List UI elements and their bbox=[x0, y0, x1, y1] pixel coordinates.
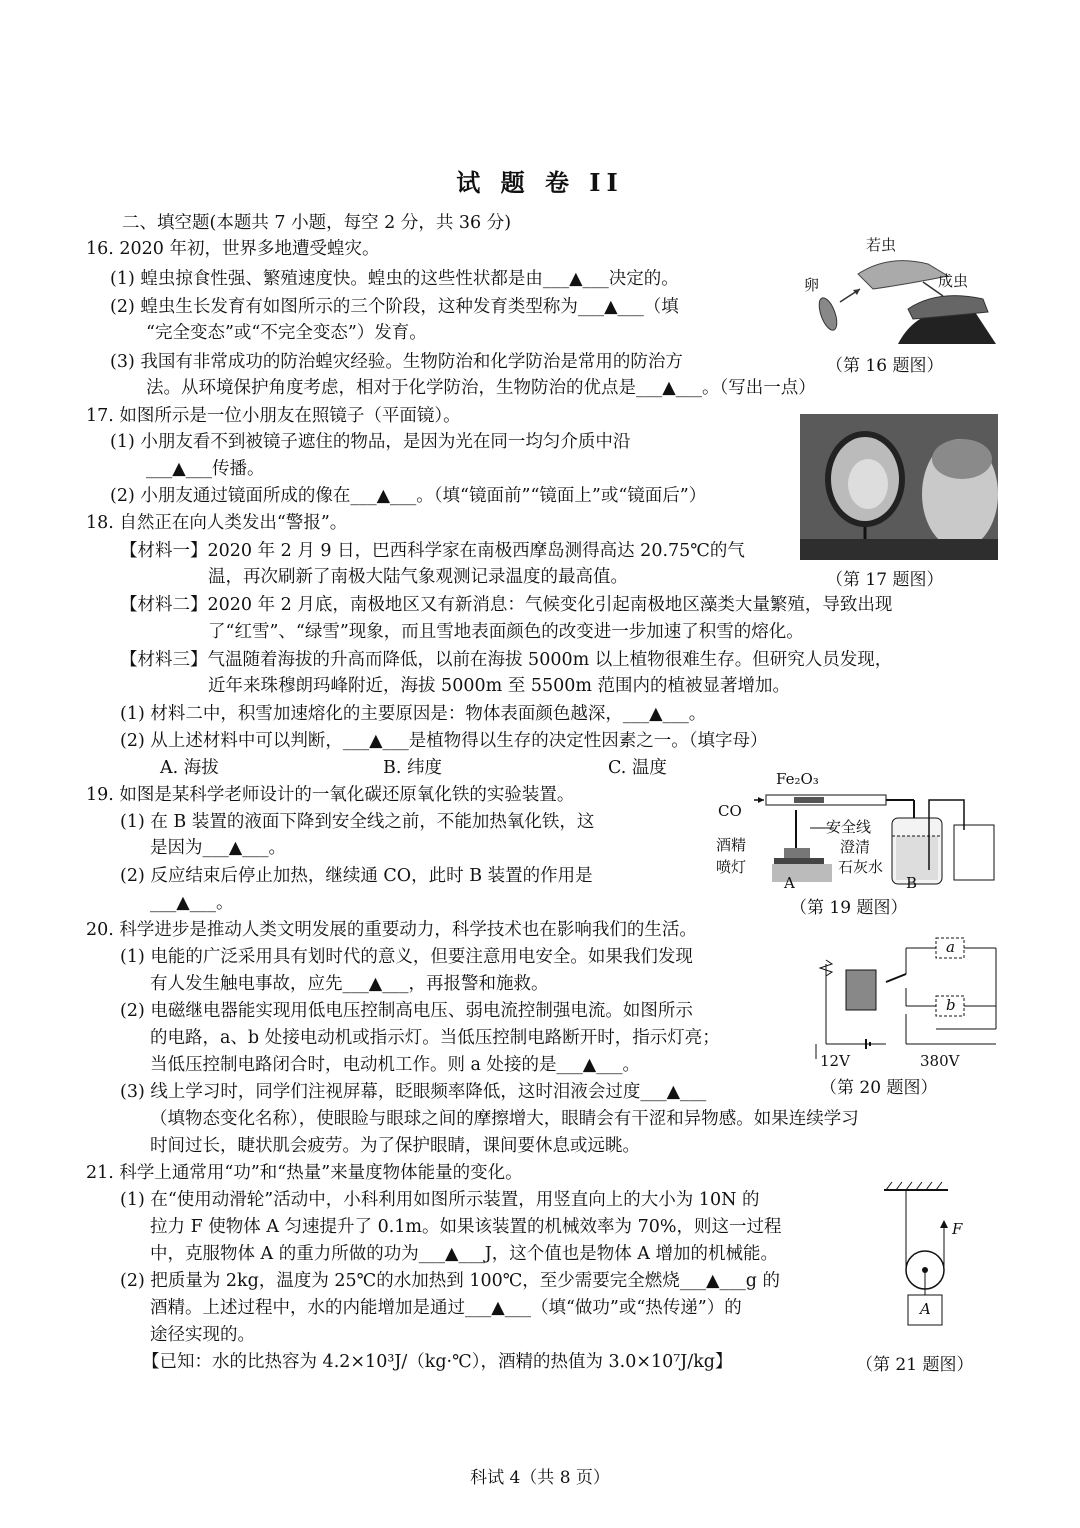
q21-1-cont2: 中，克服物体 A 的重力所做的功为___▲___J，这个值也是物体 A 增加的机械能。 bbox=[150, 1244, 778, 1264]
page-title: 试 题 卷 II bbox=[456, 168, 624, 197]
relay-circuit-diagram bbox=[806, 934, 1006, 1070]
q20-2: (2) 电磁继电器能实现用低电压控制高电压、弱电流控制强电流。如图所示 bbox=[120, 1001, 693, 1021]
q18-material3-cont: 近年来珠穆朗玛峰附近，海拔 5000m 至 5500m 范围内的植被显著增加。 bbox=[208, 676, 791, 696]
co-label: CO bbox=[718, 802, 742, 820]
object-a-label: A bbox=[920, 1300, 931, 1318]
clear-label: 澄清 bbox=[840, 838, 871, 856]
q20-1-cont: 有人发生触电事故，应先___▲___，再报警和施救。 bbox=[150, 974, 549, 994]
q18-option-c: C. 温度 bbox=[608, 758, 667, 778]
q18-option-b: B. 纬度 bbox=[383, 758, 442, 778]
q16-2-cont: “完全变态”或“不完全变态”）发育。 bbox=[146, 323, 427, 343]
alcohol-label: 酒精 bbox=[716, 836, 747, 854]
apparatus-a-label: A bbox=[784, 874, 795, 892]
q21-2-cont2: 途径实现的。 bbox=[150, 1325, 255, 1345]
q19-2: (2) 反应结束后停止加热，继续通 CO，此时 B 装置的作用是 bbox=[120, 866, 593, 886]
adult-label: 成虫 bbox=[938, 272, 969, 290]
q16-1: (1) 蝗虫掠食性强、繁殖速度快。蝗虫的这些性状都是由___▲___决定的。 bbox=[110, 269, 679, 289]
figure-19 bbox=[714, 770, 1008, 890]
q18-option-a: A. 海拔 bbox=[160, 758, 219, 778]
q18-material2: 【材料二】2020 年 2 月底，南极地区又有新消息：气候变化引起南极地区藻类大量繁殖，导致出现 bbox=[120, 595, 893, 615]
figure-21 bbox=[880, 1180, 980, 1330]
q21-given: 【已知：水的比热容为 4.2×10³J/（kg·℃），酒精的热值为 3.0×10⁷J/kg】 bbox=[142, 1352, 733, 1372]
q18-material3: 【材料三】气温随着海拔的升高而降低，以前在海拔 5000m 以上植物很难生存。但研究人员发现， bbox=[120, 650, 893, 670]
q17-stem: 17. 如图所示是一位小朋友在照镜子（平面镜）。 bbox=[86, 406, 461, 426]
figure-19-caption: （第 19 题图） bbox=[790, 898, 908, 918]
apparatus-b-label: B bbox=[906, 874, 918, 892]
figure-20 bbox=[806, 934, 1006, 1070]
q18-1: (1) 材料二中，积雪加速熔化的主要原因是：物体表面颜色越深，___▲___。 bbox=[120, 704, 707, 724]
q16-3: (3) 我国有非常成功的防治蝗灾经验。生物防治和化学防治是常用的防治方 bbox=[110, 352, 683, 372]
q20-2-cont2: 当低压控制电路闭合时，电动机工作。则 a 处接的是___▲___。 bbox=[150, 1055, 641, 1075]
voltage-12v-label: 12V bbox=[820, 1052, 850, 1070]
q19-2-cont: ___▲___。 bbox=[150, 893, 234, 913]
q20-3-cont1: （填物态变化名称），使眼睑与眼球之间的摩擦增大，眼睛会有干涩和异物感。如果连续学习 bbox=[150, 1109, 859, 1129]
q17-1: (1) 小朋友看不到被镜子遮住的物品，是因为光在同一均匀介质中沿 bbox=[110, 432, 631, 452]
figure-16-caption: （第 16 题图） bbox=[826, 356, 944, 376]
q16-2: (2) 蝗虫生长发育有如图所示的三个阶段，这种发育类型称为___▲___（填 bbox=[110, 297, 679, 317]
q18-2: (2) 从上述材料中可以判断，___▲___是植物得以生存的决定性因素之一。（填字母） bbox=[120, 731, 768, 751]
q19-stem: 19. 如图是某科学老师设计的一氧化碳还原氧化铁的实验装置。 bbox=[86, 785, 575, 805]
limewater-label: 石灰水 bbox=[838, 858, 884, 876]
fe2o3-label: Fe₂O₃ bbox=[776, 770, 819, 788]
q20-3-cont2: 时间过长，睫状肌会疲劳。为了保护眼睛，课间要休息或远眺。 bbox=[150, 1136, 640, 1156]
load-a-label: a bbox=[946, 938, 955, 956]
q21-2: (2) 把质量为 2kg，温度为 25℃的水加热到 100℃，至少需要完全燃烧___▲___g 的 bbox=[120, 1271, 781, 1291]
q20-stem: 20. 科学进步是推动人类文明发展的重要动力，科学技术也在影响我们的生活。 bbox=[86, 920, 697, 940]
q18-material1-cont: 温，再次刷新了南极大陆气象观测记录温度的最高值。 bbox=[208, 567, 628, 587]
nymph-label: 若虫 bbox=[866, 236, 897, 254]
q18-material2-cont: 了“红雪”、“绿雪”现象，而且雪地表面颜色的改变进一步加速了积雪的熔化。 bbox=[208, 622, 804, 642]
child-mirror-photo bbox=[800, 414, 998, 560]
page-footer: 科试 4（共 8 页） bbox=[470, 1468, 610, 1488]
figure-20-caption: （第 20 题图） bbox=[820, 1078, 938, 1098]
safety-line-label: 安全线 bbox=[826, 818, 872, 836]
q20-3: (3) 线上学习时，同学们注视屏幕，眨眼频率降低，这时泪液会过度___▲___ bbox=[120, 1082, 707, 1102]
q17-2: (2) 小朋友通过镜面所成的像在___▲___。（填“镜面前”“镜面上”或“镜面后”） bbox=[110, 486, 707, 506]
load-b-label: b bbox=[946, 996, 956, 1014]
voltage-380v-label: 380V bbox=[920, 1052, 960, 1070]
q20-2-cont1: 的电路，a、b 处接电动机或指示灯。当低压控制电路断开时，指示灯亮； bbox=[150, 1028, 720, 1048]
q18-stem: 18. 自然正在向人类发出“警报”。 bbox=[86, 513, 348, 533]
q16-stem: 16. 2020 年初，世界多地遭受蝗灾。 bbox=[86, 239, 380, 259]
lamp-label: 喷灯 bbox=[716, 858, 747, 876]
egg-label: 卵 bbox=[804, 276, 820, 294]
q21-stem: 21. 科学上通常用“功”和“热量”来量度物体能量的变化。 bbox=[86, 1163, 523, 1183]
figure-17-caption: （第 17 题图） bbox=[826, 570, 944, 590]
force-f-label: F bbox=[952, 1220, 963, 1238]
figure-16 bbox=[798, 234, 998, 344]
q20-1: (1) 电能的广泛采用具有划时代的意义，但要注意用电安全。如果我们发现 bbox=[120, 947, 693, 967]
q19-1-cont: 是因为___▲___。 bbox=[150, 838, 286, 858]
figure-17-photo bbox=[800, 414, 998, 560]
section-heading: 二、填空题(本题共 7 小题，每空 2 分，共 36 分) bbox=[122, 213, 512, 233]
q21-2-cont1: 酒精。上述过程中，水的内能增加是通过___▲___（填“做功”或“热传递”）的 bbox=[150, 1298, 742, 1318]
figure-21-caption: （第 21 题图） bbox=[856, 1355, 974, 1375]
q18-material1: 【材料一】2020 年 2 月 9 日，巴西科学家在南极西摩岛测得高达 20.75℃的气 bbox=[120, 541, 745, 561]
q16-3-cont: 法。从环境保护角度考虑，相对于化学防治，生物防治的优点是___▲___。（写出一点） bbox=[146, 378, 816, 398]
q21-1-cont1: 拉力 F 使物体 A 匀速提升了 0.1m。如果该装置的机械效率为 70%，则这一过程 bbox=[150, 1217, 782, 1237]
q21-1: (1) 在“使用动滑轮”活动中，小科利用如图所示装置，用竖直向上的大小为 10N 的 bbox=[120, 1190, 760, 1210]
q19-1: (1) 在 B 装置的液面下降到安全线之前，不能加热氧化铁，这 bbox=[120, 812, 595, 832]
q17-1-cont: ___▲___传播。 bbox=[146, 459, 265, 479]
